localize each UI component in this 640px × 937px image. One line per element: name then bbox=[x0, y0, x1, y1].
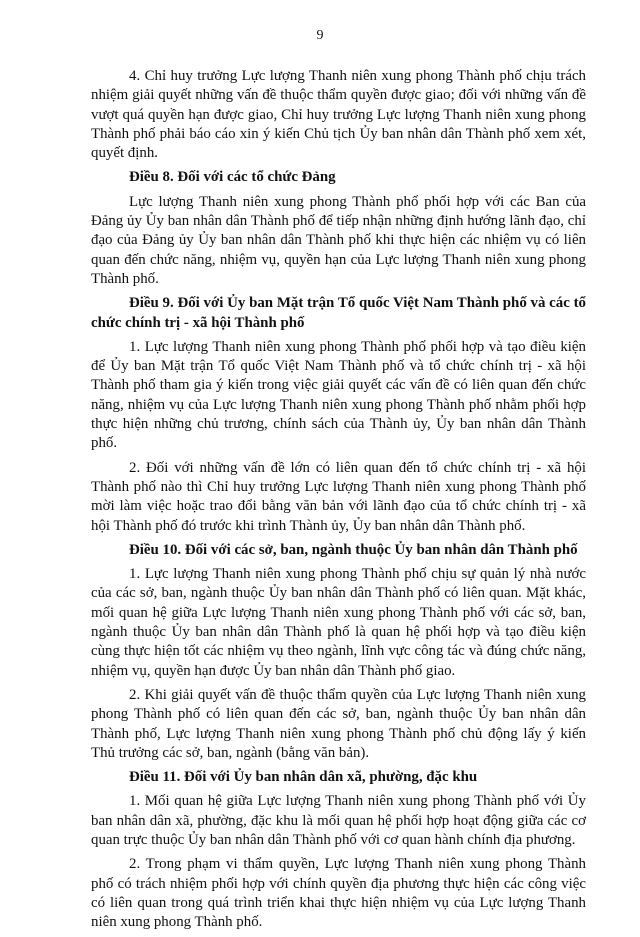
paragraph-article-11-clause-1: 1. Mối quan hệ giữa Lực lượng Thanh niên xung phong Thành phố với Ủy ban nhân dân xã, phường, đặc khu là mối quan hệ phối hợp hoạt động giữa các cơ quan trực thuộc Ủy ban nhân dân Thành phố với cơ quan hành chính địa phương. bbox=[91, 793, 586, 848]
heading-article-9: Điều 9. Đối với Ủy ban Mặt trận Tổ quốc Việt Nam Thành phố và các tổ chức chính trị - xã hội Thành phố bbox=[91, 295, 586, 331]
heading-article-11: Điều 11. Đối với Ủy ban nhân dân xã, phường, đặc khu bbox=[129, 769, 478, 786]
paragraph-article-10-clause-1: 1. Lực lượng Thanh niên xung phong Thành phố chịu sự quản lý nhà nước của các sở, ban, ngành thuộc Ủy ban nhân dân Thành phố có liên quan. Mặt khác, mối quan hệ giữa Lực lượng Thanh niên xung phong Thành phố với các sở, ban, ngành thuộc Ủy ban nhân dân Thành phố là quan hệ phối hợp và tạo điều kiện cùng thực hiện tốt các nhiệm vụ theo ngành, lĩnh vực công tác và đúng chức năng, nhiệm vụ, quyền hạn được Ủy ban nhân dân Thành phố giao. bbox=[91, 566, 586, 679]
paragraph-article-9-clause-2: 2. Đối với những vấn đề lớn có liên quan đến tổ chức chính trị - xã hội Thành phố nào thì Chỉ huy trưởng Lực lượng Thanh niên xung phong Thành phố mời làm việc hoặc trao đổi bằng văn bản với lãnh đạo của tổ chức chính trị - xã hội Thành phố đó trước khi trình Thành ủy, Ủy ban nhân dân Thành phố. bbox=[91, 459, 586, 534]
paragraph-article-10-clause-2: 2. Khi giải quyết vấn đề thuộc thẩm quyền của Lực lượng Thanh niên xung phong Thành phố có liên quan đến các sở, ban, ngành thuộc Ủy ban nhân dân Thành phố, Lực lượng Thanh niên xung phong Thành phố chủ động lấy ý kiến Thủ trưởng các sở, ban, ngành (bằng văn bản). bbox=[91, 686, 586, 761]
heading-article-8: Điều 8. Đối với các tổ chức Đảng bbox=[129, 169, 336, 186]
page-number: 9 bbox=[316, 28, 324, 43]
paragraph-4-chief-responsibility: 4. Chỉ huy trưởng Lực lượng Thanh niên xung phong Thành phố chịu trách nhiệm giải quyết những vấn đề thuộc thẩm quyền được giao; đối với những vấn đề vượt quá quyền hạn được giao, Chỉ huy trưởng Lực lượng Thanh niên xung phong Thành phố phải báo cáo xin ý kiến Chủ tịch Ủy ban nhân dân Thành phố xem xét, quyết định. bbox=[91, 68, 586, 162]
document-body bbox=[91, 67, 586, 937]
paragraph-article-11-clause-2: 2. Trong phạm vi thẩm quyền, Lực lượng Thanh niên xung phong Thành phố có trách nhiệm phối hợp với chính quyền địa phương thực hiện các công việc có liên quan trong quá trình triển khai thực hiện nhiệm vụ của Lực lượng Thanh niên xung phong Thành phố. bbox=[91, 856, 586, 931]
paragraph-article-8: Lực lượng Thanh niên xung phong Thành phố phối hợp với các Ban của Đảng ủy Ủy ban nhân dân Thành phố để tiếp nhận những định hướng lãnh đạo, chỉ đạo của Đảng ủy Ủy ban nhân dân Thành phố khi thực hiện các nhiệm vụ có liên quan đến chức năng, nhiệm vụ, quyền hạn của Lực lượng Thanh niên xung phong Thành phố. bbox=[91, 193, 586, 287]
heading-article-10: Điều 10. Đối với các sở, ban, ngành thuộc Ủy ban nhân dân Thành phố bbox=[129, 541, 578, 558]
paragraph-article-9-clause-1: 1. Lực lượng Thanh niên xung phong Thành phố phối hợp và tạo điều kiện để Ủy ban Mặt trận Tổ quốc Việt Nam Thành phố và tổ chức chính trị - xã hội Thành phố tham gia ý kiến trong việc giải quyết các vấn đề có liên quan đến chức năng, nhiệm vụ của Lực lượng Thanh niên xung phong Thành phố nhằm phối hợp thực hiện những chủ trương, chính sách của Thành ủy, Ủy ban nhân dân Thành phố. bbox=[91, 338, 586, 452]
